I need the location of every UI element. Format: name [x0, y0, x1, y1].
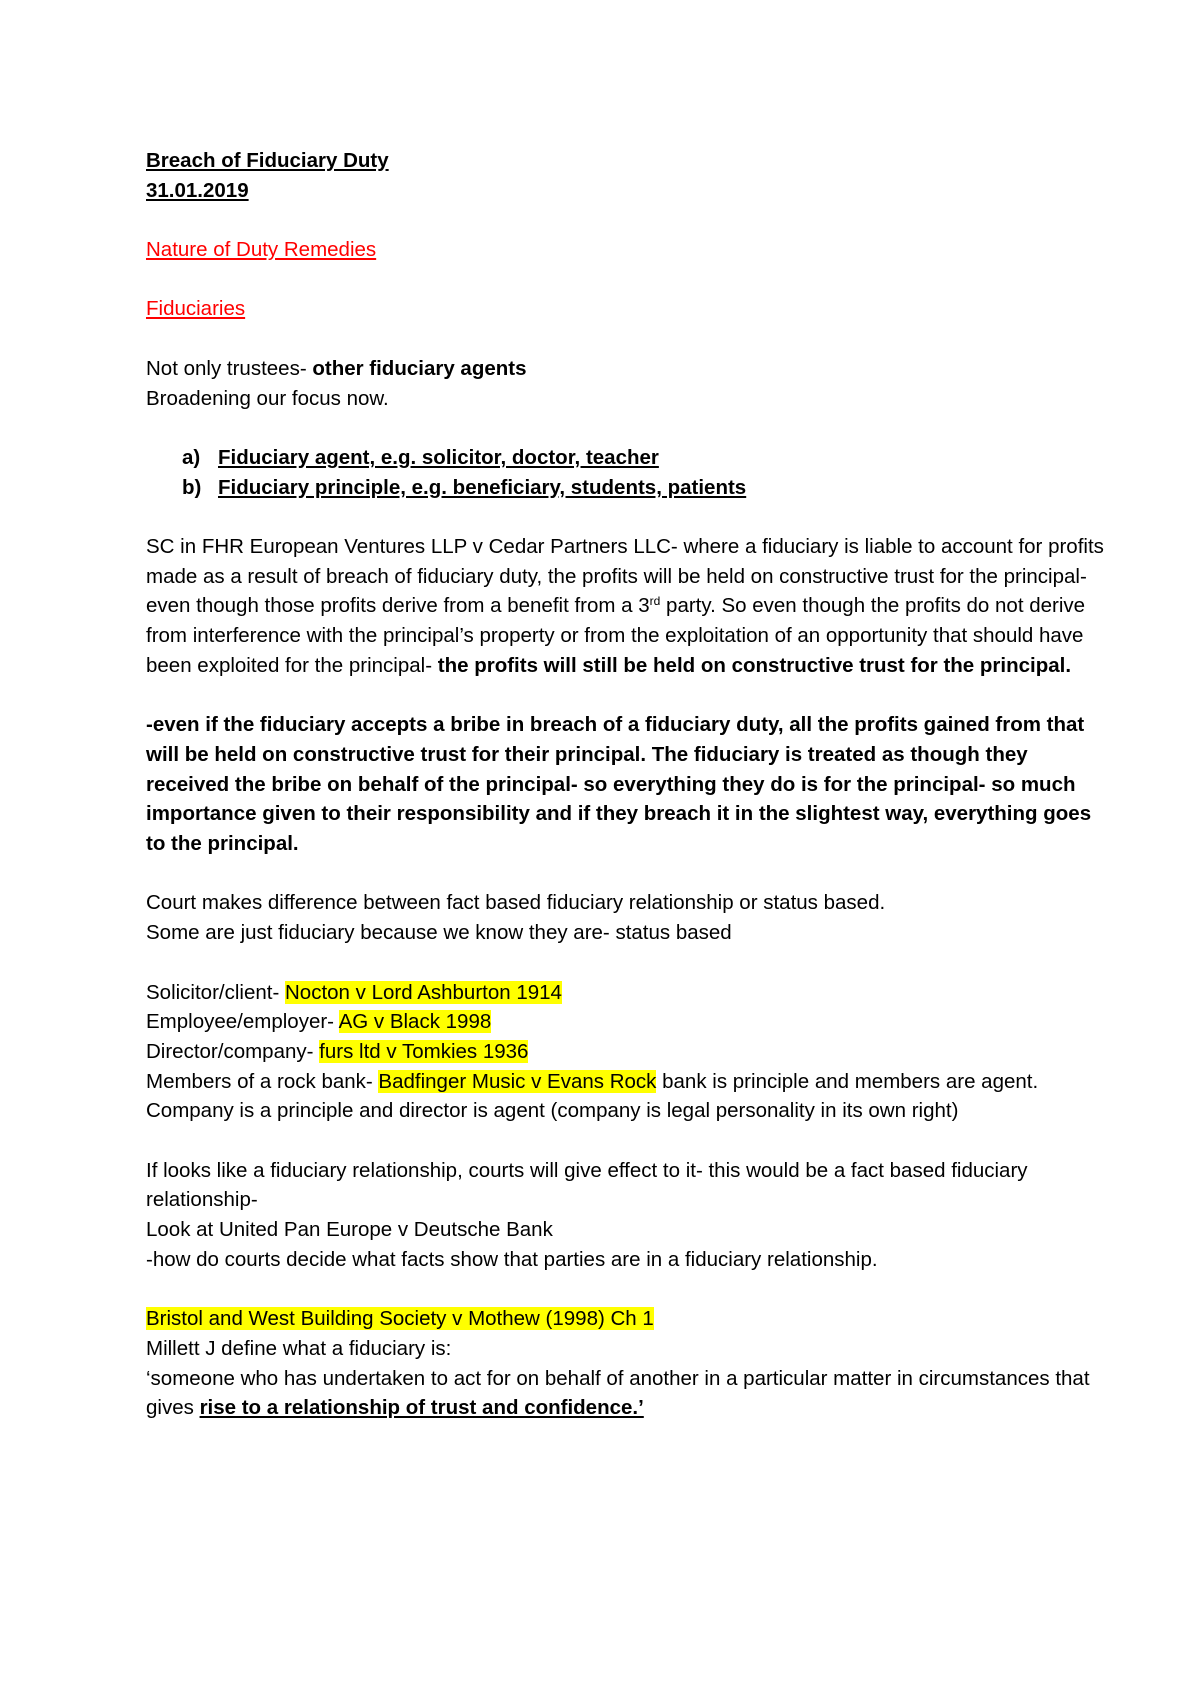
fact-based-line-3: -how do courts decide what facts show that parties are in a fiduciary relationship. — [146, 1247, 878, 1271]
list-item: a) Fiduciary agent, e.g. solicitor, doctor, teacher — [182, 445, 659, 469]
heading-nature-of-duty: Nature of Duty Remedies — [146, 238, 377, 262]
company-line: Company is a principle and director is agent (company is legal personality in its own right) — [146, 1099, 959, 1123]
court-line-1: Court makes difference between fact based fiduciary relationship or status based. — [146, 891, 886, 915]
fact-based-line-2: Look at United Pan Europe v Deutsche Bank — [146, 1218, 553, 1242]
list-item: b) Fiduciary principle, e.g. beneficiary, students, patients — [182, 475, 747, 499]
case-line-director: Director/company- furs ltd v Tomkies 1936 — [146, 1039, 529, 1063]
doc-date: 31.01.2019 — [146, 178, 249, 202]
intro-line-2: Broadening our focus now. — [146, 386, 389, 410]
case-highlight: AG v Black 1998 — [338, 1010, 492, 1034]
court-line-2: Some are just fiduciary because we know they are- status based — [146, 921, 732, 945]
case-line-solicitor: Solicitor/client- Nocton v Lord Ashburton 1914 — [146, 980, 562, 1004]
paragraph-bribe: -even if the fiduciary accepts a bribe in breach of a fiduciary duty, all the profits gained from that will be held on constructive trust for their principal. The fiduciary is treated as though they received the bribe on behalf of the principal- so everything they do is for the principal- so much importance given to their responsibility and if they breach it in the slightest way, everything goes to the principal. — [146, 713, 1092, 856]
case-highlight: furs ltd v Tomkies 1936 — [319, 1039, 529, 1063]
fact-based-line-1: If looks like a fiduciary relationship, courts will give effect to it- this would be a fact based fiduciary relationship- — [146, 1158, 1028, 1212]
case-highlight: Badfinger Music v Evans Rock — [378, 1069, 657, 1093]
case-line-employee: Employee/employer- AG v Black 1998 — [146, 1010, 492, 1034]
case-line-rock-bank: Members of a rock bank- Badfinger Music v Evans Rock bank is principle and members are agent. — [146, 1069, 1039, 1093]
bristol-heading: Bristol and West Building Society v Mothew (1998) Ch 1 — [146, 1307, 654, 1331]
bristol-line-1: Millett J define what a fiduciary is: — [146, 1336, 452, 1360]
fiduciary-list — [146, 443, 1110, 502]
heading-fiduciaries: Fiduciaries — [146, 297, 246, 321]
paragraph-fhr-case: SC in FHR European Ventures LLP v Cedar Partners LLC- where a fiduciary is liable to account for profits made as a result of breach of fiduciary duty, the profits will be held on constructive trust for the principal- even though those profits derive from a benefit from a 3rd party. So even though the profits do not derive from interference with the principal’s property or from the exploitation of an opportunity that should have been exploited for the principal- the profits will still be held on constructive trust for the principal. — [146, 535, 1104, 677]
bristol-quote: ‘someone who has undertaken to act for on behalf of another in a particular matter in circumstances that gives rise to a relationship of trust and confidence.’ — [146, 1366, 1090, 1420]
case-highlight: Nocton v Lord Ashburton 1914 — [285, 980, 562, 1004]
intro-line-1: Not only trustees- other fiduciary agents — [146, 356, 527, 380]
doc-title: Breach of Fiduciary Duty — [146, 149, 389, 172]
